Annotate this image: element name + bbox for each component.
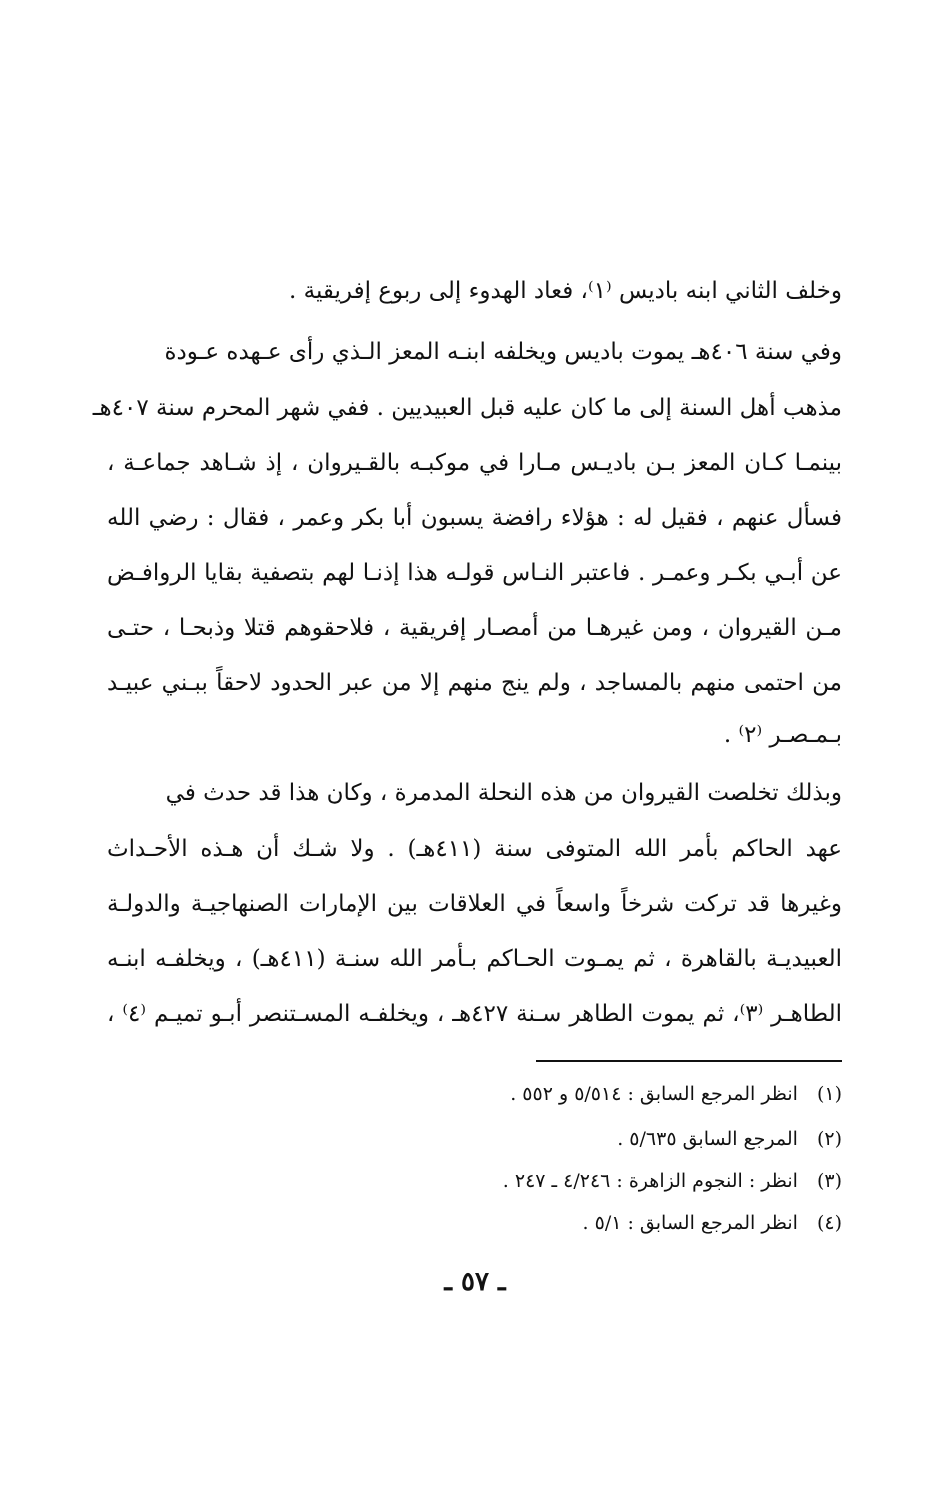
footnote-3-text: انظر : النجوم الزاهرة : ٤/٢٤٦ ـ ٢٤٧ . xyxy=(502,1170,798,1192)
footnote-4-number: (٤) xyxy=(816,1212,842,1234)
page-number: ـ ٥٧ ـ xyxy=(444,1267,506,1297)
footnote-1 xyxy=(107,1079,842,1109)
paragraph-2-line-1: وفي سنة ٤٠٦هـ يموت باديس ويخلفه ابنـه المعز الـذي رأى عـهده عـودة xyxy=(164,339,842,365)
paragraph-2-line-3: بينمـا كـان المعز بـن باديـس مـارا في موكبـه بالقـيروان ، إذ شـاهد جماعـة ، xyxy=(107,450,842,476)
paragraph-2-line-8: بـمـصـر ⁽٢⁾ . xyxy=(723,722,842,748)
footnote-2-text: المرجع السابق ٥/٦٣٥ . xyxy=(617,1128,798,1150)
footnote-divider xyxy=(536,1060,842,1062)
footnote-1-text: انظر المرجع السابق : ٥/٥١٤ و ٥٥٢ . xyxy=(510,1083,798,1105)
paragraph-3-line-3: وغيرها قد تركت شرخاً واسعاً في العلاقات بين الإمارات الصنهاجيـة والدولـة xyxy=(107,891,842,917)
footnote-4-text: انظر المرجع السابق : ٥/١ . xyxy=(582,1212,798,1234)
paragraph-3-line-4: العبيديـة بالقاهرة ، ثم يمـوت الحـاكم بـأمر الله سنـة (٤١١هـ) ، ويخلفـه ابنـه xyxy=(107,946,842,972)
paragraph-1-line-1: وخلف الثاني ابنه باديس ⁽١⁾، فعاد الهدوء إلى ربوع إفريقية . xyxy=(288,278,842,304)
footnote-2-number: (٢) xyxy=(816,1128,842,1150)
paragraph-2-line-4: فسأل عنهم ، فقيل له : هؤلاء رافضة يسبون أبا بكر وعمر ، فقال : رضي الله xyxy=(107,505,842,531)
footnote-1-number: (١) xyxy=(816,1083,842,1105)
footnote-3-number: (٣) xyxy=(816,1170,842,1192)
paragraph-2-line-5: عن أبـي بكـر وعمـر . فاعتبر النـاس قولـه هذا إذنـا لهم بتصفية بقايا الروافـض xyxy=(107,560,842,586)
footnote-4 xyxy=(107,1208,842,1238)
paragraph-2-line-6: مـن القيروان ، ومن غيرهـا من أمصـار إفريقية ، فلاحقوهم قتلا وذبحـا ، حتـى xyxy=(107,615,842,641)
paragraph-2-line-7: من احتمى منهم بالمساجد ، ولم ينج منهم إلا من عبر الحدود لاحقاً ببـني عبيـد xyxy=(107,670,842,696)
paragraph-3-line-1: وبذلك تخلصت القيروان من هذه النحلة المدمرة ، وكان هذا قد حدث في xyxy=(165,780,842,806)
footnote-3 xyxy=(107,1166,842,1196)
paragraph-3-line-5: الطاهـر ⁽٣⁾، ثم يموت الطاهر سـنة ٤٢٧هـ ، ويخلفـه المسـتنصر أبـو تميـم ⁽٤⁾ ، xyxy=(107,1001,842,1027)
paragraph-3-line-2: عهد الحاكم بأمر الله المتوفى سنة (٤١١هـ) . ولا شـك أن هـذه الأحـداث xyxy=(107,836,842,862)
footnote-2 xyxy=(107,1124,842,1154)
paragraph-2-line-2: مذهب أهل السنة إلى ما كان عليه قبل العبيديين . ففي شهر المحرم سنة ٤٠٧هـ xyxy=(92,395,842,421)
